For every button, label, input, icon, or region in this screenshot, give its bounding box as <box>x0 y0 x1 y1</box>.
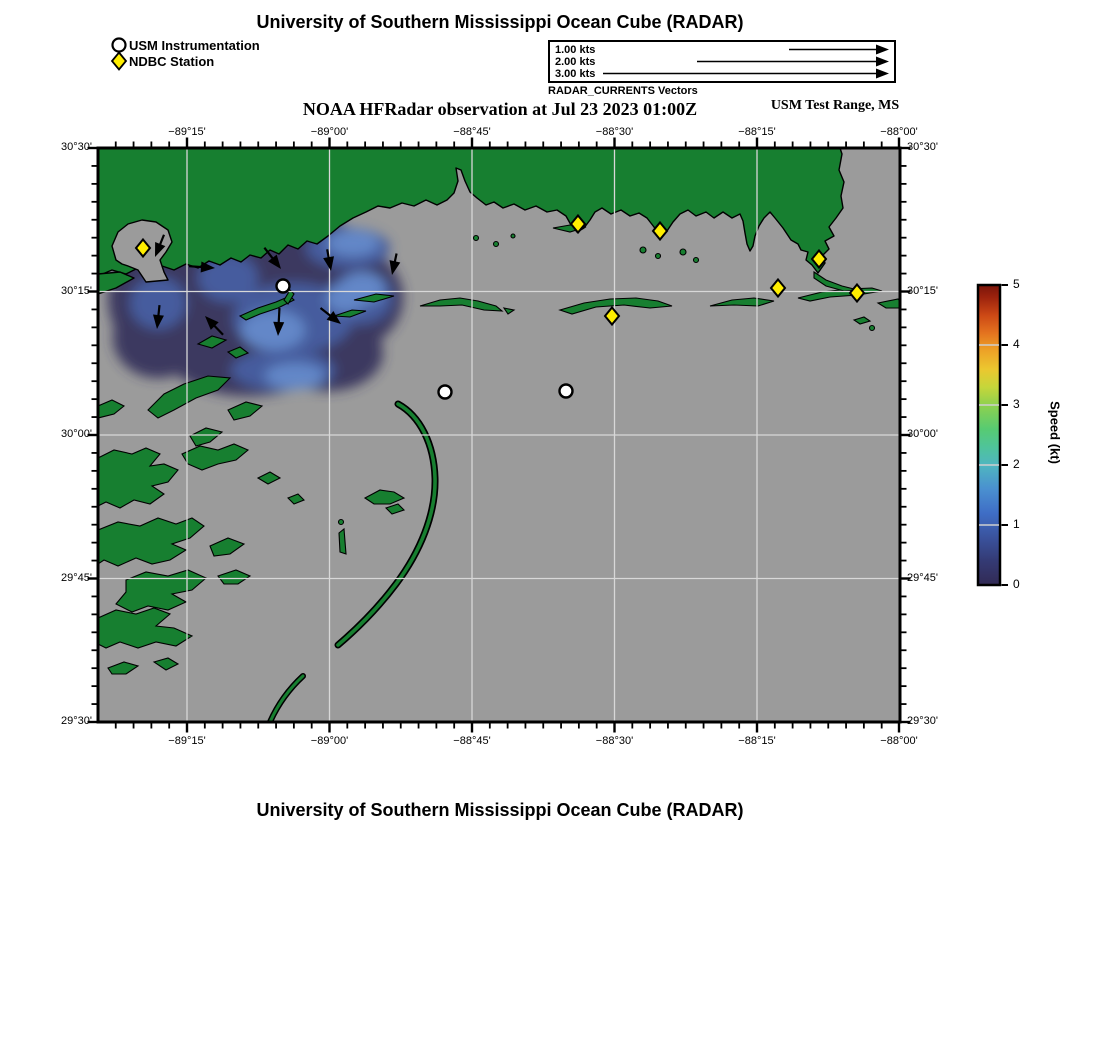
colorbar-gradient <box>978 285 1000 585</box>
lat-tick-label: 29°45' <box>907 571 938 584</box>
lat-tick-label: 30°15' <box>907 284 938 297</box>
colorbar <box>978 285 1008 585</box>
lon-tick-label: −89°00' <box>310 735 349 747</box>
lon-tick-label: −88°30' <box>595 126 634 138</box>
colorbar-tick-label: 5 <box>1013 277 1020 291</box>
usm-instrument-marker <box>560 385 573 398</box>
lat-tick-label: 29°30' <box>907 715 938 727</box>
lon-tick-label: −89°00' <box>310 126 349 138</box>
lon-tick-label: −89°15' <box>168 126 206 138</box>
lon-tick-label: −88°15' <box>738 735 776 747</box>
ndbc-diamond-icon <box>112 53 126 70</box>
usm-instrument-marker <box>277 280 290 293</box>
vector-scale-label: 2.00 kts <box>555 56 596 68</box>
vector-scale-label: 3.00 kts <box>555 68 596 80</box>
lat-tick-label: 29°45' <box>61 571 92 584</box>
lat-tick-label: 30°00' <box>61 428 92 440</box>
lat-tick-label: 30°30' <box>61 141 92 153</box>
footer-title: University of Southern Mississippi Ocean Cube (RADAR) <box>256 800 744 820</box>
lon-tick-label: −88°15' <box>738 126 776 138</box>
lon-tick-label: −88°45' <box>453 126 491 138</box>
usm-instrument-marker <box>439 386 452 399</box>
vector-arrow-icon <box>789 44 889 55</box>
usm-circle-icon <box>113 39 126 52</box>
vector-scale-label: 1.00 kts <box>555 44 596 56</box>
colorbar-tick-label: 2 <box>1013 457 1020 471</box>
lat-tick-label: 30°15' <box>61 284 92 297</box>
lat-tick-label: 30°00' <box>907 428 938 440</box>
range-label: USM Test Range, MS <box>770 98 900 113</box>
lon-tick-label: −88°00' <box>880 735 918 747</box>
legend-item-ndbc-label: NDBC Station <box>129 54 215 69</box>
page-title: University of Southern Mississippi Ocean Cube (RADAR) <box>256 12 744 32</box>
colorbar-tick-label: 1 <box>1013 517 1020 531</box>
legend-item-usm-label: USM Instrumentation <box>129 38 260 53</box>
map-subtitle: NOAA HFRadar observation at Jul 23 2023 01:00Z <box>302 99 698 119</box>
lon-tick-label: −88°45' <box>453 735 491 747</box>
colorbar-title: Speed (kt) <box>1047 401 1063 464</box>
colorbar-tick-label: 4 <box>1013 337 1020 351</box>
lon-tick-label: −88°00' <box>880 126 918 138</box>
vector-scale-caption: RADAR_CURRENTS Vectors <box>548 85 698 97</box>
vector-arrow-icon <box>697 56 889 67</box>
lat-tick-label: 29°30' <box>61 715 92 727</box>
colorbar-tick-label: 0 <box>1013 577 1020 591</box>
lon-tick-label: −88°30' <box>595 735 634 747</box>
colorbar-tick-label: 3 <box>1013 397 1020 411</box>
vector-arrow-icon <box>603 68 889 79</box>
vector-scale-box <box>548 40 896 83</box>
lon-tick-label: −89°15' <box>168 735 206 747</box>
lat-tick-label: 30°30' <box>907 141 938 153</box>
